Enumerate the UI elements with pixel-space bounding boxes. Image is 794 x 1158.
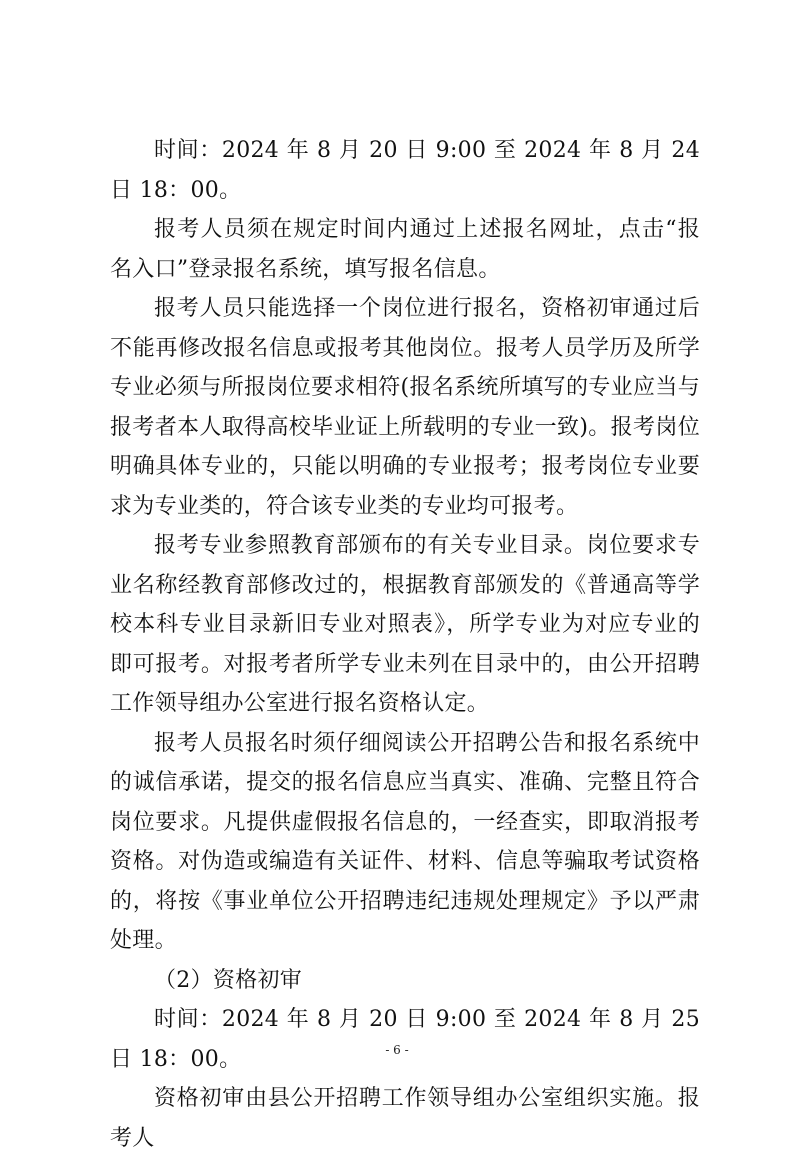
paragraph-registration-time: 时间：2024 年 8 月 20 日 9:00 至 2024 年 8 月 24 日 18：00。 <box>110 138 700 203</box>
section-heading-qualification-review: （2）资格初审 <box>154 967 303 993</box>
paragraph-registration-entry: 报考人员须在规定时间内通过上述报名网址，点击“报名入口”登录报名系统，填写报名信息。 <box>110 217 700 282</box>
paragraph-review-organizer: 资格初审由县公开招聘工作领导组办公室组织实施。报考人 <box>110 1086 700 1151</box>
paragraph-review-time: 时间：2024 年 8 月 20 日 9:00 至 2024 年 8 月 25 日 18：00。 <box>110 1007 700 1072</box>
body-text <box>110 131 700 1158</box>
paragraph-integrity-commitment: 报考人员报名时须仔细阅读公开招聘公告和报名系统中的诚信承诺，提交的报名信息应当真实、准确、完整且符合岗位要求。凡提供虚假报名信息的，一经查实，即取消报考资格。对伪造或编造有关证件、材料、信息等骗取考试资格的，将按《事业单位公开招聘违纪违规处理规定》予以严肃处理。 <box>110 730 700 953</box>
paragraph-major-reference: 报考专业参照教育部颁布的有关专业目录。岗位要求专业名称经教育部修改过的，根据教育部颁发的《普通高等学校本科专业目录新旧专业对照表》，所学专业为对应专业的即可报考。对报考者所学专业未列在目录中的，由公开招聘工作领导组办公室进行报名资格认定。 <box>110 533 700 716</box>
page-number: - 6 - <box>385 1043 409 1057</box>
paragraph-position-choice: 报考人员只能选择一个岗位进行报名，资格初审通过后不能再修改报名信息或报考其他岗位。报考人员学历及所学专业必须与所报岗位要求相符(报名系统所填写的专业应当与报考者本人取得高校毕业证上所载明的专业一致)。报考岗位明确具体专业的，只能以明确的专业报考；报考岗位专业要求为专业类的，符合该专业类的专业均可报考。 <box>110 296 700 519</box>
